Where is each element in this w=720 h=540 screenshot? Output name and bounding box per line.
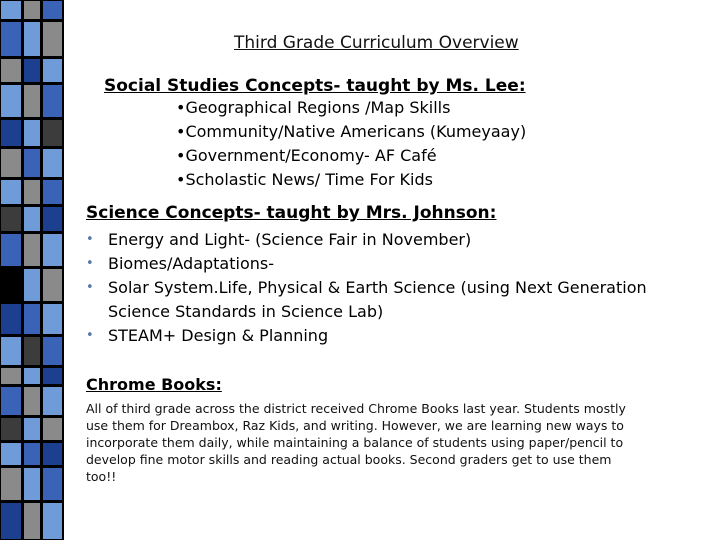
strip-block: [0, 148, 22, 178]
strip-block: [42, 303, 63, 335]
strip-block: [42, 58, 63, 83]
strip-block: [0, 386, 22, 416]
strip-block: [0, 336, 22, 366]
strip-block: [23, 179, 41, 205]
strip-block: [42, 502, 63, 540]
strip-block: [0, 58, 22, 83]
bullet-icon: •: [86, 232, 94, 247]
strip-block: [0, 467, 22, 501]
strip-block: [0, 21, 22, 57]
social-studies-item: •Community/Native Americans (Kumeyaay): [176, 122, 527, 141]
strip-block: [23, 84, 41, 118]
strip-block: [42, 148, 63, 178]
strip-block: [42, 21, 63, 57]
strip-block: [0, 0, 22, 20]
bullet-icon: •: [86, 328, 94, 343]
strip-block: [23, 417, 41, 441]
science-item-text: STEAM+ Design & Planning: [108, 326, 329, 345]
strip-block: [0, 233, 22, 267]
strip-block: [0, 179, 22, 205]
science-item: [86, 228, 686, 252]
strip-block: [42, 467, 63, 501]
strip-block: [42, 233, 63, 267]
strip-block: [42, 84, 63, 118]
strip-block: [23, 233, 41, 267]
science-item-text: Energy and Light- (Science Fair in November): [108, 230, 472, 249]
science-heading: Science Concepts- taught by Mrs. Johnson:: [86, 203, 497, 223]
strip-block: [23, 442, 41, 466]
strip-block: [42, 179, 63, 205]
science-item: [86, 324, 686, 348]
social-studies-list: [176, 96, 526, 192]
science-item-text: Biomes/Adaptations-: [108, 254, 274, 273]
strip-block: [23, 268, 41, 302]
social-studies-heading: Social Studies Concepts- taught by Ms. Lee:: [104, 76, 526, 96]
strip-block: [0, 502, 22, 540]
strip-block: [0, 206, 22, 232]
strip-block: [0, 417, 22, 441]
strip-block: [0, 119, 22, 147]
strip-block: [23, 367, 41, 385]
decorative-block-strip: [0, 0, 64, 540]
bullet-icon: •: [86, 256, 94, 271]
social-studies-item: •Scholastic News/ Time For Kids: [176, 170, 433, 189]
slide-title: Third Grade Curriculum Overview: [234, 33, 519, 53]
strip-block: [23, 21, 41, 57]
science-list: [86, 228, 686, 348]
science-item: [86, 252, 686, 276]
strip-block: [23, 386, 41, 416]
chrome-books-heading: Chrome Books:: [86, 375, 222, 394]
strip-block: [23, 303, 41, 335]
social-studies-item: •Government/Economy- AF Café: [176, 146, 437, 165]
strip-block: [23, 0, 41, 20]
strip-block: [23, 148, 41, 178]
social-studies-item: •Geographical Regions /Map Skills: [176, 98, 451, 117]
science-item: [86, 276, 686, 324]
strip-block: [42, 367, 63, 385]
bullet-icon: •: [86, 280, 94, 295]
strip-block: [42, 268, 63, 302]
science-item-text: Solar System.Life, Physical & Earth Science (using Next Generation Science Standards in Science Lab): [108, 278, 647, 321]
strip-block: [42, 386, 63, 416]
strip-block: [42, 336, 63, 366]
strip-block: [42, 119, 63, 147]
strip-block: [23, 336, 41, 366]
strip-block: [23, 119, 41, 147]
strip-block: [23, 58, 41, 83]
strip-block: [0, 303, 22, 335]
strip-block: [0, 442, 22, 466]
strip-block: [42, 0, 63, 20]
strip-block: [0, 84, 22, 118]
strip-block: [23, 206, 41, 232]
strip-block: [23, 467, 41, 501]
strip-block: [23, 502, 41, 540]
strip-block: [42, 442, 63, 466]
strip-block: [0, 367, 22, 385]
strip-block: [0, 268, 22, 302]
chrome-books-paragraph: All of third grade across the district received Chrome Books last year. Students mostly use them for Dreambox, Raz Kids, and writing. However, we are learning new ways to incorporate them daily, while maintaining a balance of students using paper/pencil to develop fine motor skills and reading actual books. Second graders get to use them too!!: [86, 401, 626, 484]
strip-block: [42, 206, 63, 232]
strip-block: [42, 417, 63, 441]
